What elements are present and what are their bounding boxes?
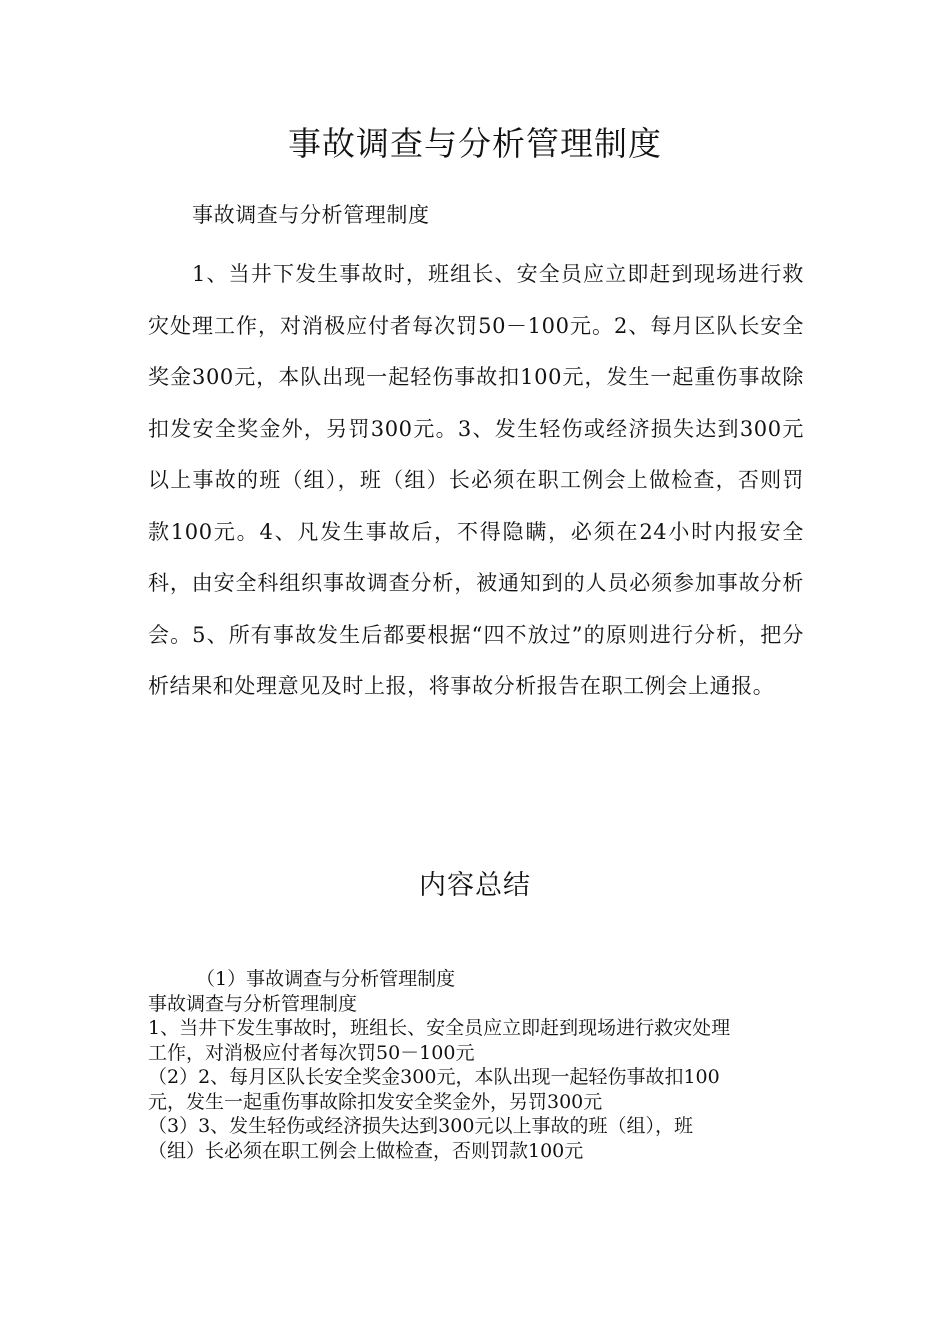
document-title: 事故调查与分析管理制度 [288, 124, 662, 163]
summary-line: （1）事故调查与分析管理制度 [196, 968, 456, 990]
summary-line: （2）2、每月区队长安全奖金300元，本队出现一起轻伤事故扣100 [148, 1066, 720, 1088]
summary-line: 元，发生一起重伤事故除扣发安全奖金外，另罚300元 [148, 1090, 603, 1113]
summary-line: 1、当井下发生事故时，班组长、安全员应立即赶到现场进行救灾处理 [148, 1017, 731, 1039]
summary-line: （3）3、发生轻伤或经济损失达到300元以上事故的班（组），班 [148, 1115, 693, 1137]
document-paragraph: 1、当井下发生事故时，班组长、安全员应立即赶到现场进行救灾处理工作，对消极应付者每次罚50－100元。2、每月区队长安全奖金300元，本队出现一起轻伤事故扣100元，发生一起重伤事故除扣发安全奖金外，另罚300元。3、发生轻伤或经济损失达到300元以上事故的班（组），班（组）长必须在职工例会上做检查，否则罚款100元。4、凡发生事故后，不得隐瞒，必须在24小时内报安全科，由安全科组织事故调查分析，被通知到的人员必须参加事故分析会。5、所有事故发生后都要根据“四不放过”的原则进行分析，把分析结果和处理意见及时上报，将事故分析报告在职工例会上通报。 [148, 262, 804, 698]
document-body [148, 197, 804, 713]
summary-section [148, 967, 788, 1163]
summary-line: 事故调查与分析管理制度 [148, 992, 358, 1015]
summary-line: （组）长必须在职工例会上做检查，否则罚款100元 [148, 1139, 584, 1162]
summary-line: 工作，对消极应付者每次罚50－100元 [148, 1041, 475, 1064]
summary-title: 内容总结 [419, 870, 531, 901]
document-subtitle: 事故调查与分析管理制度 [192, 203, 430, 227]
